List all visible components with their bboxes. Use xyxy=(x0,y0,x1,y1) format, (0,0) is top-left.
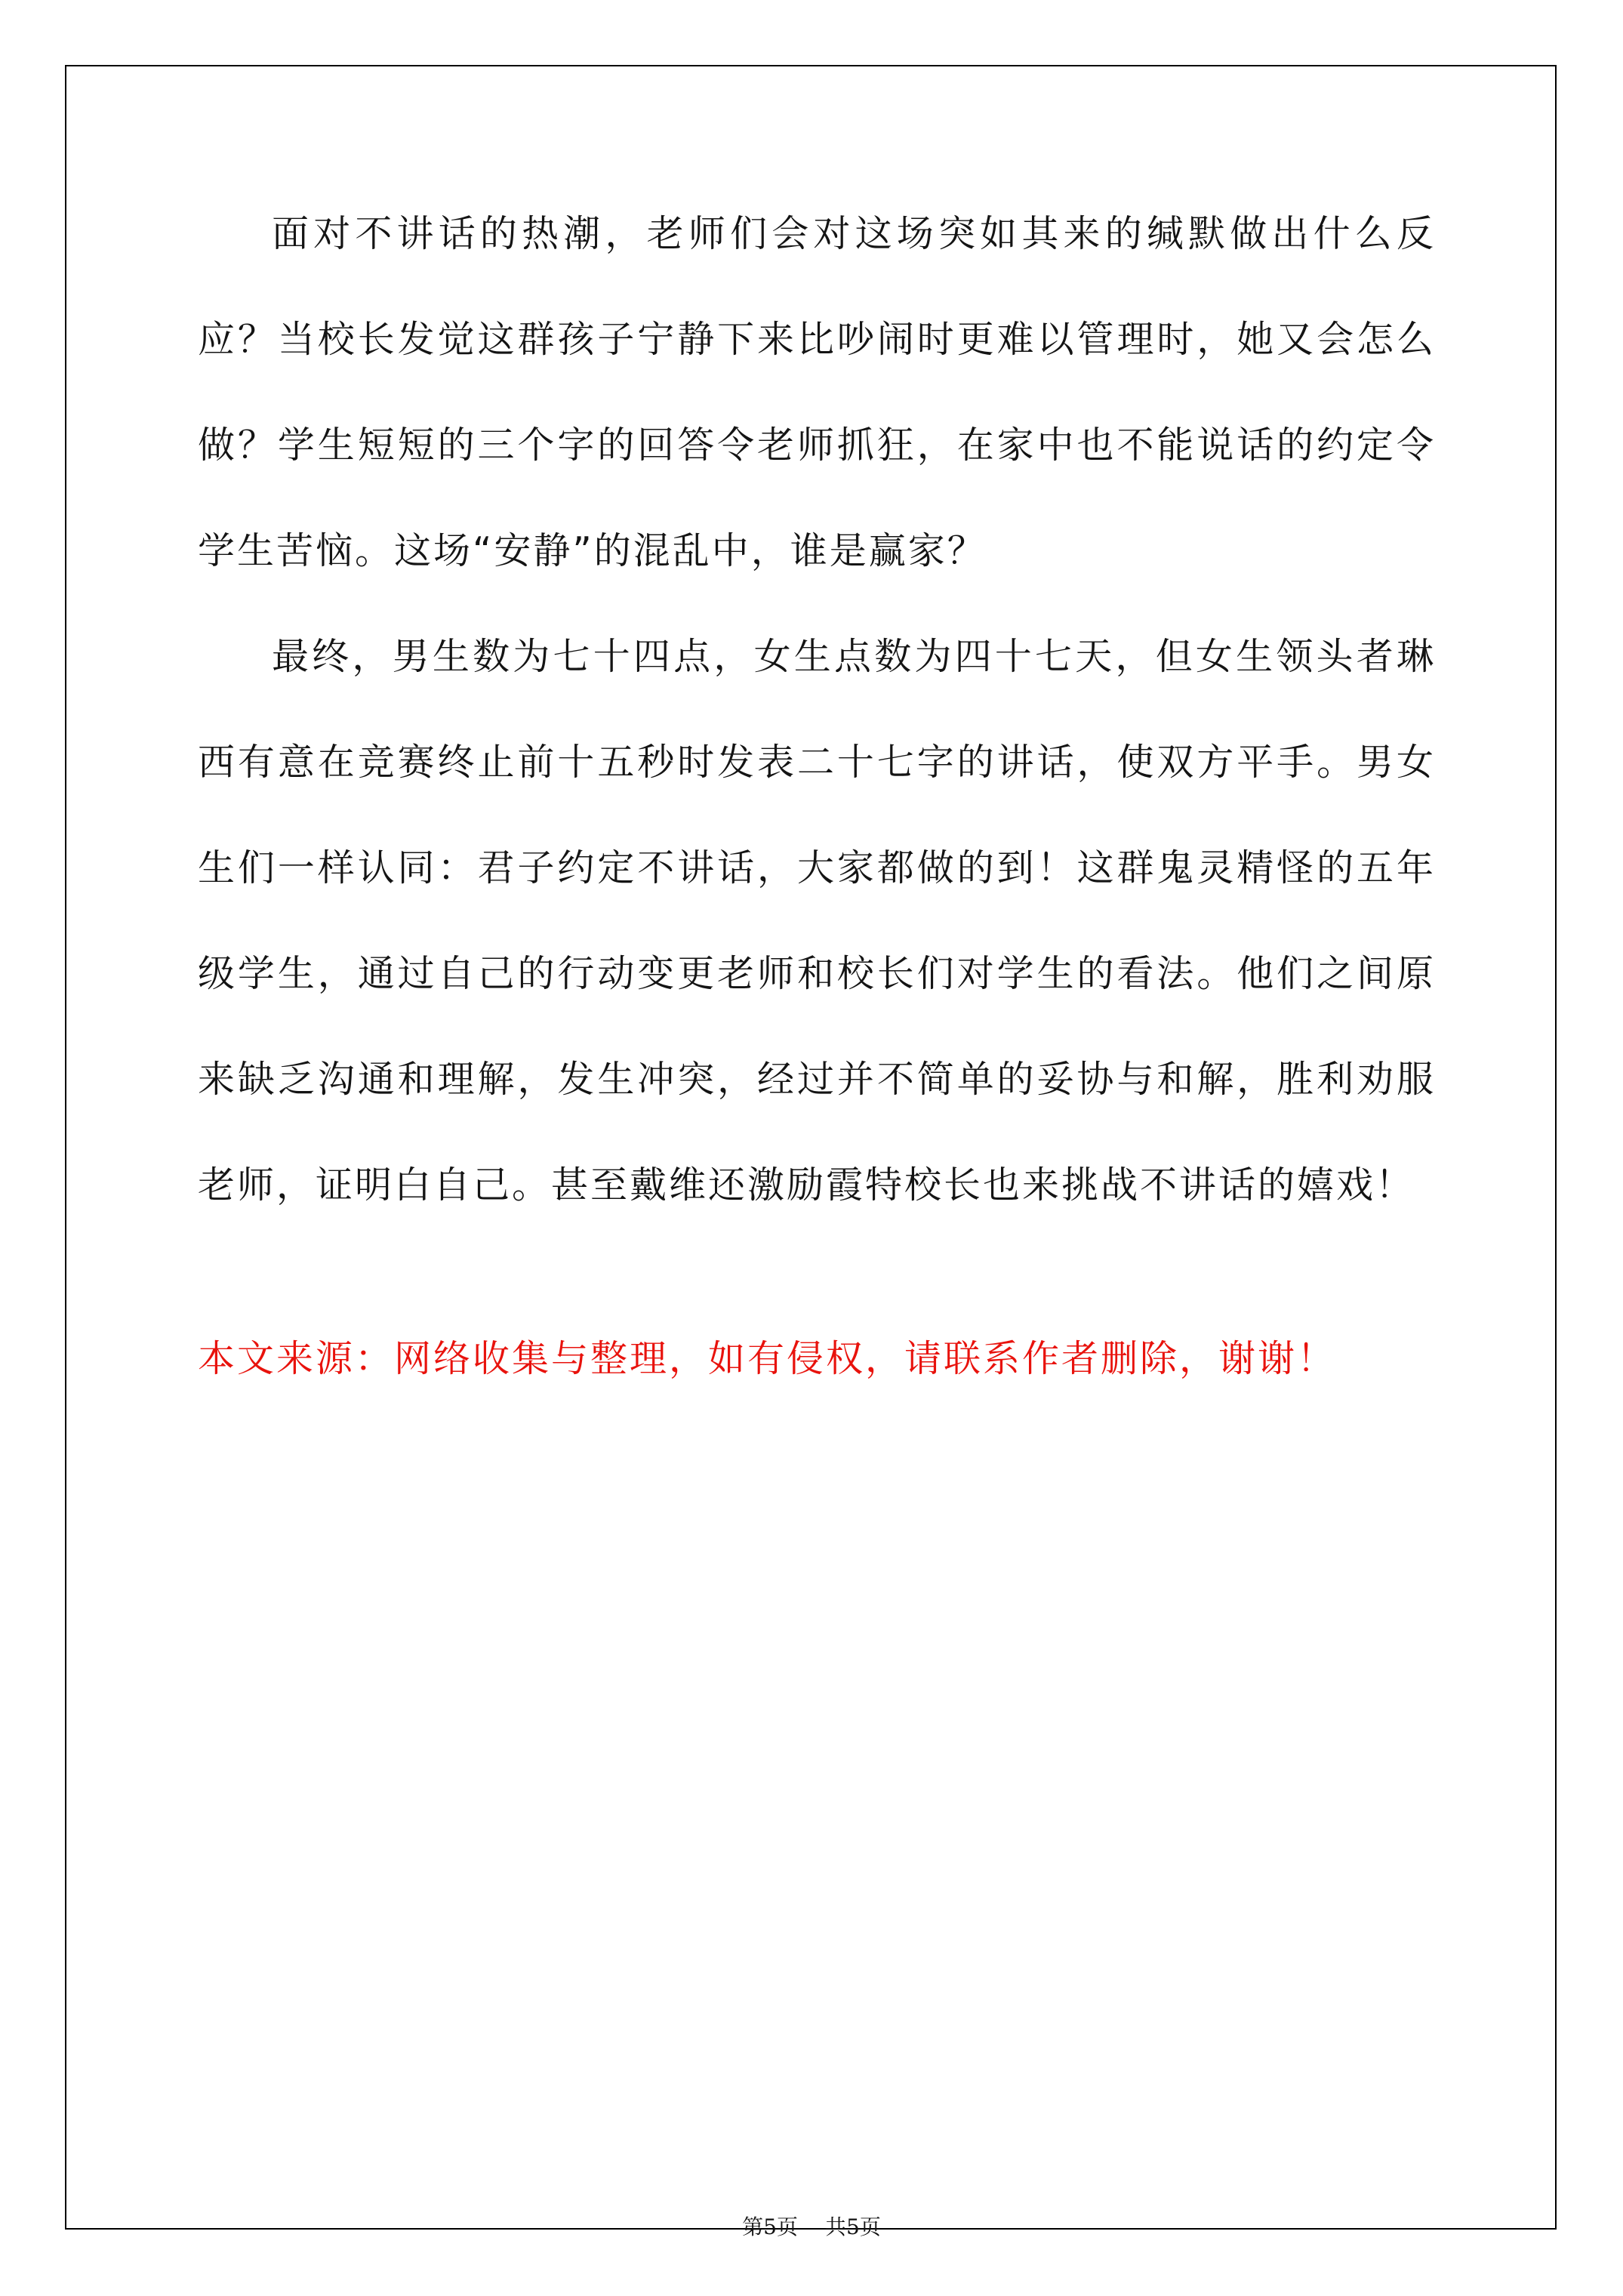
paragraph-1: 面对不讲话的热潮，老师们会对这场突如其来的缄默做出什么反应？当校长发觉这群孩子宁静下来比吵闹时更难以管理时，她又会怎么做？学生短短的三个字的回答令老师抓狂，在家中也不能说话的约定令学生苦恼。这场“安静”的混乱中，谁是赢家？ xyxy=(198,212,1436,572)
page-total: 共5页 xyxy=(825,2214,881,2239)
paragraph-2: 最终，男生数为七十四点，女生点数为四十七天，但女生领头者琳西有意在竞赛终止前十五秒时发表二十七字的讲话，使双方平手。男女生们一样认同：君子约定不讲话，大家都做的到！这群鬼灵精怪的五年级学生，通过自己的行动变更老师和校长们对学生的看法。他们之间原来缺乏沟通和理解，发生冲突，经过并不简单的妥协与和解，胜利劝服老师，证明白自己。甚至戴维还激励霞特校长也来挑战不讲话的嬉戏！ xyxy=(198,635,1436,1207)
document-body xyxy=(198,181,1436,1412)
source-notice: 本文来源：网络收集与整理，如有侵权，请联系作者删除，谢谢！ xyxy=(198,1337,1337,1380)
page-number: 第5页 xyxy=(742,2214,798,2239)
page-footer xyxy=(0,2212,1623,2242)
